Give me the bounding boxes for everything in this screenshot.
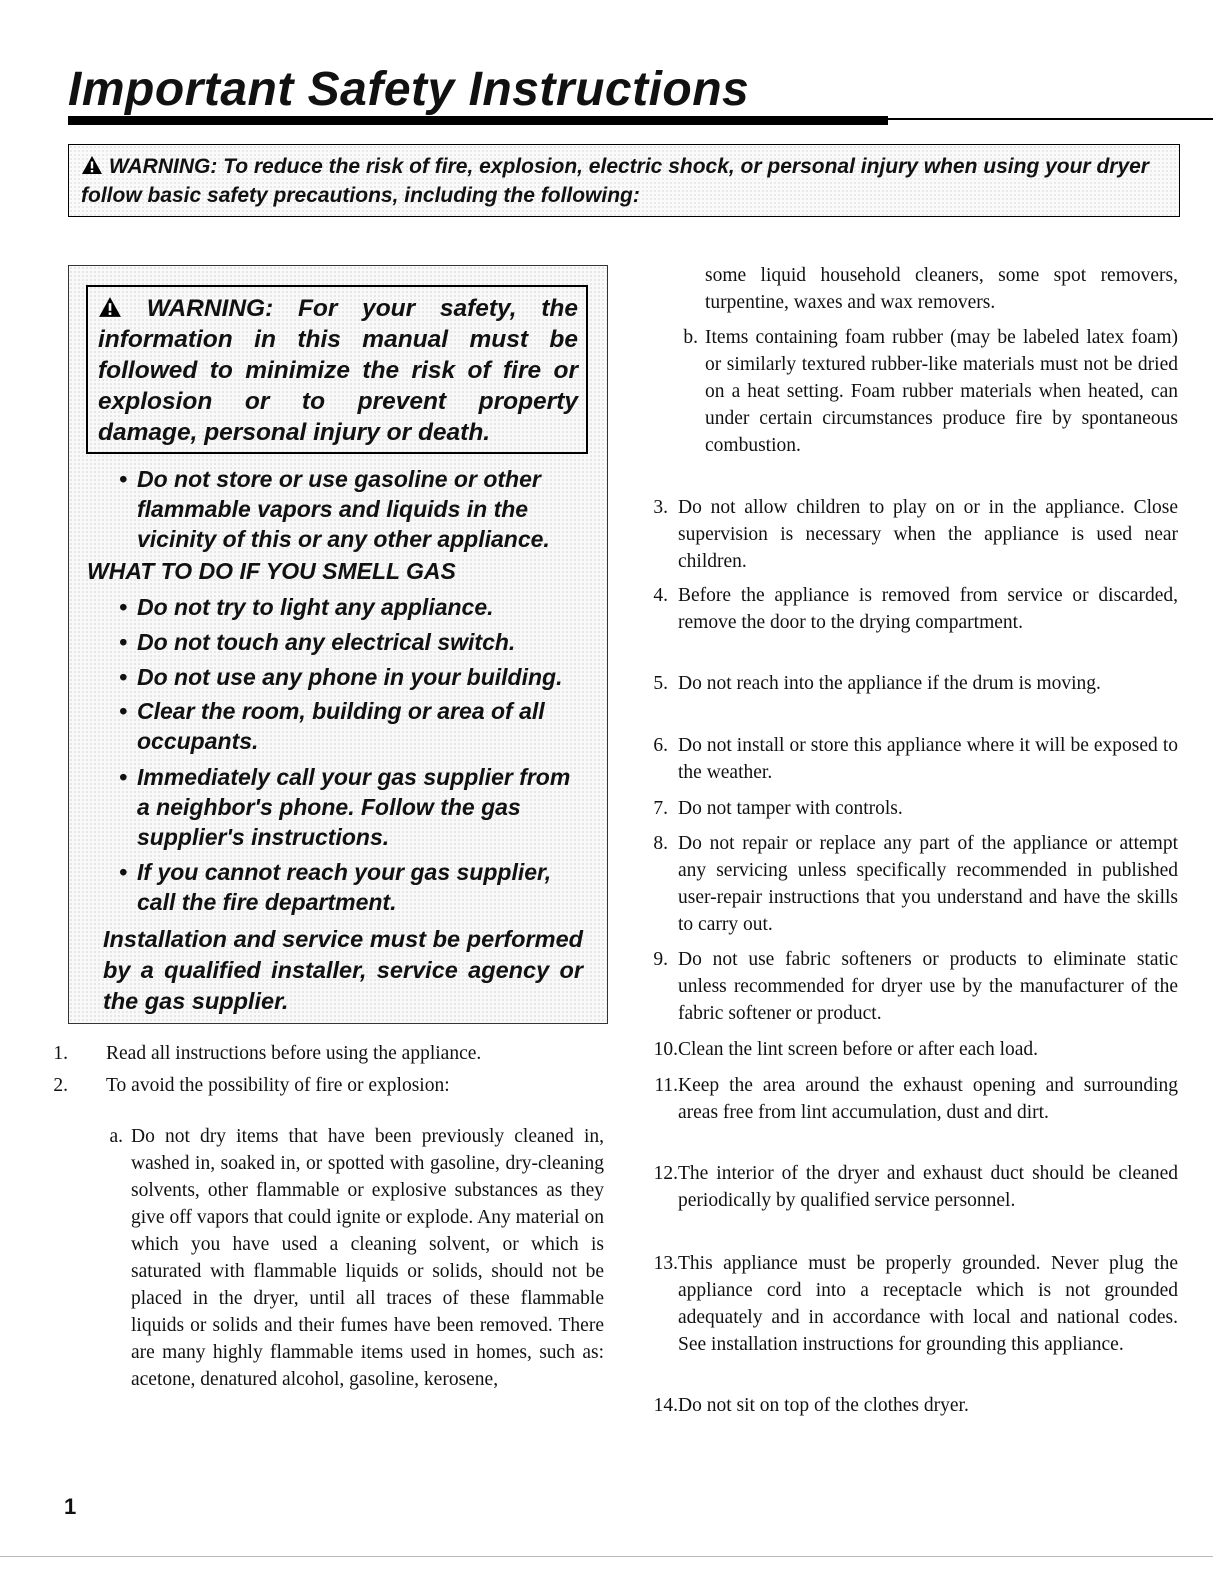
page-number: 1 bbox=[64, 1494, 77, 1519]
item-number: 7. bbox=[653, 798, 668, 819]
safety-warning-text bbox=[98, 293, 578, 448]
item-letter: b. bbox=[683, 327, 698, 348]
item-number: 2. bbox=[53, 1075, 68, 1096]
list-item: Read all instructions before using the appliance. bbox=[106, 1043, 482, 1064]
gas-step: Do not touch any electrical switch. bbox=[137, 629, 516, 655]
item-number: 11. bbox=[654, 1075, 678, 1096]
list-item: Do not sit on top of the clothes dryer. bbox=[678, 1395, 969, 1416]
bullet-dot: • bbox=[119, 764, 128, 790]
item-number: 3. bbox=[653, 497, 668, 518]
bullet-dot: • bbox=[119, 466, 128, 492]
list-item: Clean the lint screen before or after each load. bbox=[678, 1039, 1039, 1060]
item-number: 12. bbox=[653, 1163, 678, 1184]
gas-heading: WHAT TO DO IF YOU SMELL GAS bbox=[87, 558, 456, 584]
gas-step: supplier's instructions. bbox=[137, 824, 390, 850]
warning-icon bbox=[98, 296, 122, 318]
item-number: 4. bbox=[653, 585, 668, 606]
gas-step: If you cannot reach your gas supplier, bbox=[137, 859, 552, 885]
list-item: some liquid household cleaners, some spot removers, turpentine, waxes and wax removers. bbox=[705, 265, 1178, 313]
item-number: 10. bbox=[653, 1039, 678, 1060]
item-number: 13. bbox=[653, 1253, 678, 1274]
item-number: 6. bbox=[653, 735, 668, 756]
bullet-dot: • bbox=[119, 664, 128, 690]
top-warning-body: To reduce the risk of fire, explosion, electric shock, or personal injury when using your dryer follow basic safety precautions, including the following: bbox=[81, 155, 1149, 207]
top-warning-box bbox=[68, 144, 1180, 217]
right-list bbox=[640, 262, 1180, 1422]
store-warning-line: flammable vapors and liquids in the bbox=[137, 496, 529, 522]
item-number: 5. bbox=[653, 673, 668, 694]
safety-warning-label: WARNING: bbox=[146, 295, 274, 322]
bullet-dot: • bbox=[119, 698, 128, 724]
gas-step: Immediately call your gas supplier from bbox=[137, 764, 571, 790]
store-warning-line: vicinity of this or any other appliance. bbox=[137, 526, 550, 552]
safety-warning-box bbox=[86, 285, 588, 454]
item-number: 9. bbox=[653, 949, 668, 970]
bottom-rule bbox=[0, 1556, 1213, 1557]
bullet-dot: • bbox=[119, 859, 128, 885]
gas-warning-box bbox=[68, 265, 608, 1024]
list-item: Do not reach into the appliance if the drum is moving. bbox=[678, 673, 1101, 694]
list-item: Do not repair or replace any part of the appliance or attempt any servicing unless specifically recommended in published user-repair instructions that you understand and have the skills to carry out. bbox=[678, 833, 1178, 935]
list-item: The interior of the dryer and exhaust duct should be cleaned periodically by qualified service personnel. bbox=[678, 1163, 1178, 1211]
list-item: Keep the area around the exhaust opening and surrounding areas free from lint accumulation, dust and dirt. bbox=[678, 1075, 1178, 1123]
gas-step: Clear the room, building or area of all bbox=[137, 698, 545, 724]
title-rule bbox=[68, 116, 888, 125]
item-number: 14. bbox=[653, 1395, 678, 1416]
gas-step: Do not try to light any appliance. bbox=[137, 594, 494, 620]
item-letter: a. bbox=[109, 1126, 123, 1147]
top-warning-text bbox=[81, 152, 1167, 210]
list-item: This appliance must be properly grounded. Never plug the appliance cord into a receptacle which is not grounded adequately and in accordance with local and national codes. See installation instructions for grounding this appliance. bbox=[678, 1253, 1178, 1355]
item-number: 1. bbox=[53, 1043, 68, 1064]
list-item: Do not install or store this appliance where it will be exposed to the weather. bbox=[678, 735, 1178, 783]
gas-step: a neighbor's phone. Follow the gas bbox=[137, 794, 521, 820]
list-item: Do not tamper with controls. bbox=[678, 798, 903, 819]
list-item: Before the appliance is removed from service or discarded, remove the door to the drying compartment. bbox=[678, 585, 1178, 633]
left-list bbox=[40, 1040, 610, 1450]
installation-note: Installation and service must be performed by a qualified installer, service agency or the gas supplier. bbox=[103, 926, 583, 1014]
title-rule-thin bbox=[888, 118, 1213, 120]
bullet-dot: • bbox=[119, 629, 128, 655]
top-warning-label: WARNING: bbox=[108, 155, 218, 178]
gas-step: call the fire department. bbox=[137, 889, 397, 915]
bullet-dot: • bbox=[119, 594, 128, 620]
list-item: Do not dry items that have been previously cleaned in, washed in, soaked in, or spotted with gasoline, dry-cleaning solvents, other flammable or explosive substances as they give off vapors that could ignite or explode. Any material on which you have used a cleaning solvent, or which is saturated with flammable liquids or solids, should not be placed in the dryer, until all traces of these flammable liquids or solids and their fumes have been removed. There are many highly flammable items used in homes, such as: acetone, denatured alcohol, gasoline, kerosene, bbox=[131, 1126, 604, 1390]
gas-step: occupants. bbox=[137, 728, 259, 754]
list-item: Do not use fabric softeners or products to eliminate static unless recommended for dryer use by the manufacturer of the fabric softener or product. bbox=[678, 949, 1178, 1024]
gas-step: Do not use any phone in your building. bbox=[137, 664, 563, 690]
list-item: Do not allow children to play on or in the appliance. Close supervision is necessary when the appliance is used near children. bbox=[678, 497, 1178, 572]
page-title: Important Safety Instructions bbox=[68, 63, 750, 116]
list-item: To avoid the possibility of fire or explosion: bbox=[106, 1075, 450, 1096]
list-item: Items containing foam rubber (may be labeled latex foam) or similarly textured rubber-like materials must not be dried on a heat setting. Foam rubber materials when heated, can under certain circumstances produce fire by spontaneous combustion. bbox=[705, 327, 1178, 456]
safety-warning-body: For your safety, the information in this manual must be followed to minimize the risk of fire or explosion or to prevent property damage, personal injury or death. bbox=[98, 295, 578, 446]
item-number: 8. bbox=[653, 833, 668, 854]
warning-icon bbox=[81, 155, 103, 175]
store-warning-line: Do not store or use gasoline or other bbox=[137, 466, 541, 492]
